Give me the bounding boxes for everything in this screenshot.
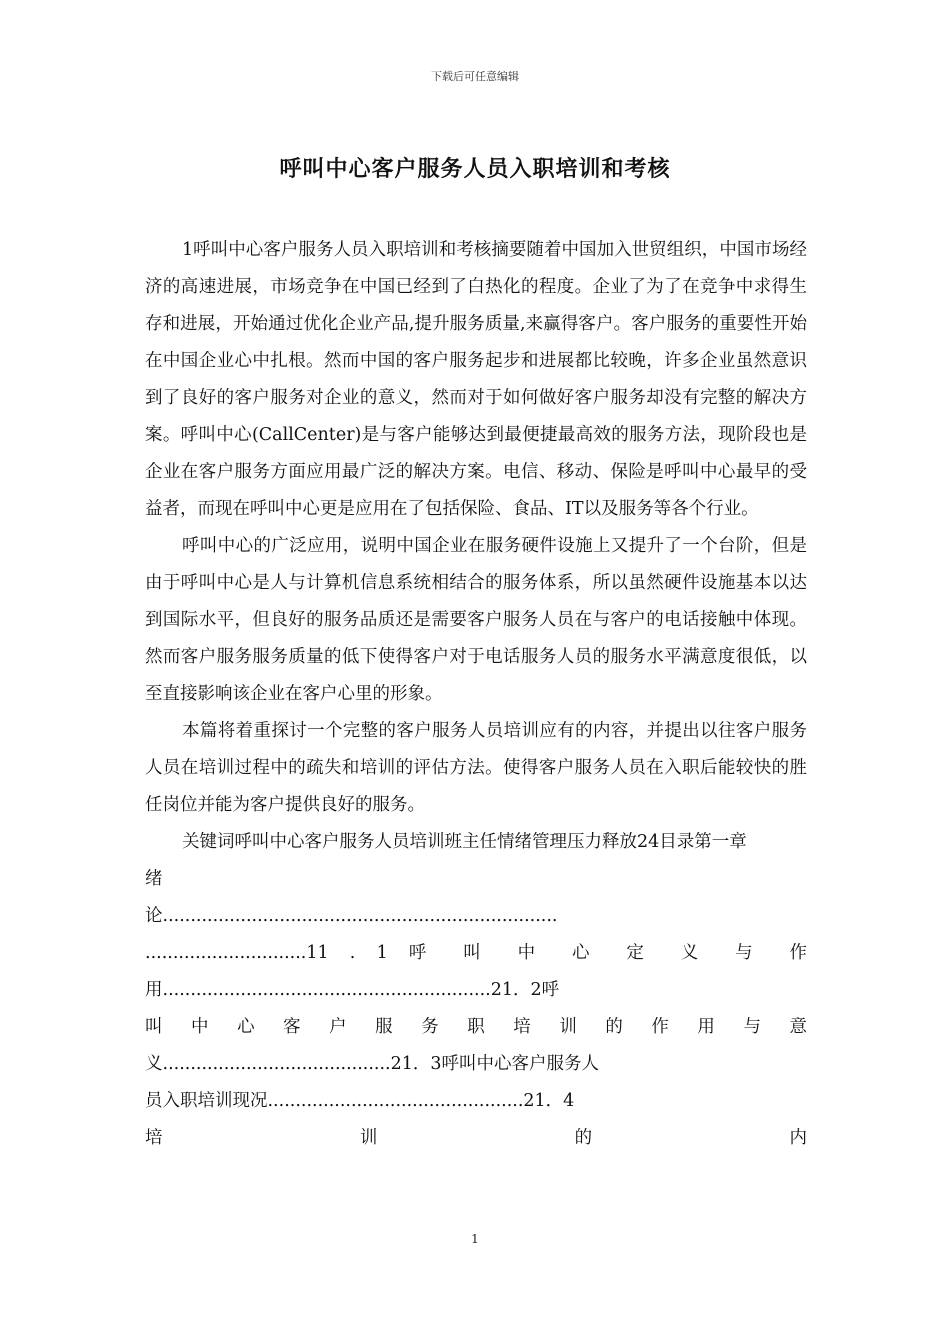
toc-line: 绪 (145, 869, 163, 889)
toc-line: 论....................................................................... (145, 906, 558, 926)
page-number: 1 (471, 1232, 479, 1246)
document-title: 呼叫中心客户服务人员入职培训和考核 (279, 157, 671, 182)
toc-line: 员入职培训现况..............................................21．4 (145, 1091, 575, 1111)
toc-line: 培 训 的 内 (145, 1128, 807, 1148)
toc-line: 义.........................................21．3呼叫中心客户服务人 (145, 1054, 599, 1074)
body-paragraph: 本篇将着重探讨一个完整的客户服务人员培训应有的内容，并提出以往客户服务人员在培训过程中的疏失和培训的评估方法。使得客户服务人员在入职后能较快的胜任岗位并能为客户提供良好的服务。 (145, 721, 807, 815)
toc-line: 叫 中 心 客 户 服 务 职 培 训 的 作 用 与 意 (145, 1017, 807, 1037)
toc-line: 用...........................................................21．2呼 (145, 980, 560, 1000)
toc-line: .............................11 . 1 呼 叫 中 心 定 义 与 作 (145, 943, 807, 963)
page-header-note: 下载后可任意编辑 (431, 70, 519, 83)
document-body (145, 232, 807, 1157)
body-paragraph: 呼叫中心的广泛应用，说明中国企业在服务硬件设施上又提升了一个台阶，但是由于呼叫中心是人与计算机信息系统相结合的服务体系，所以虽然硬件设施基本以达到国际水平，但良好的服务品质还是需要客户服务人员在与客户的电话接触中体现。然而客户服务服务质量的低下使得客户对于电话服务人员的服务水平满意度很低，以至直接影响该企业在客户心里的形象。 (145, 536, 807, 704)
keywords-line: 关键词呼叫中心客户服务人员培训班主任情绪管理压力释放24目录第一章 (182, 832, 747, 852)
abstract-paragraph: 1呼叫中心客户服务人员入职培训和考核摘要随着中国加入世贸组织，中国市场经济的高速进展，市场竞争在中国已经到了白热化的程度。企业了为了在竞争中求得生存和进展，开始通过优化企业产品,提升服务质量,来赢得客户。客户服务的重要性开始在中国企业心中扎根。然而中国的客户服务起步和进展都比较晚，许多企业虽然意识到了良好的客户服务对企业的意义，然而对于如何做好客户服务却没有完整的解决方案。呼叫中心(CallCenter)是与客户能够达到最便捷最高效的服务方法，现阶段也是企业在客户服务方面应用最广泛的解决方案。电信、移动、保险是呼叫中心最早的受益者，而现在呼叫中心更是应用在了包括保险、食品、IT以及服务等各个行业。 (145, 240, 807, 519)
